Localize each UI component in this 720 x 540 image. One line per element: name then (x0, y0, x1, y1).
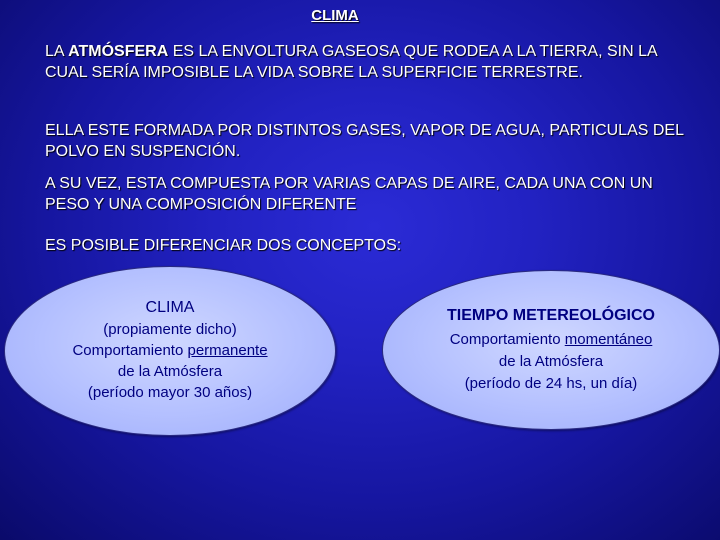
concept-tiempo-period: (período de 24 hs, un día) (464, 375, 638, 392)
concept-clima-desc-prefix: Comportamiento (72, 342, 188, 359)
concept-clima-subtitle: (propiamente dicho) (103, 321, 237, 338)
concept-tiempo-desc-underlined: momentáneo (564, 331, 653, 348)
concept-clima-period: (período mayor 30 años) (87, 384, 253, 401)
paragraph-layers: A SU VEZ, ESTA COMPUESTA POR VARIAS CAPAS DE AIRE, CADA UNA CON UN PESO Y UNA COMPOSICIÓN DIFERENTE (45, 175, 653, 213)
paragraph-1-prefix: LA (45, 43, 69, 60)
paragraph-composition: ELLA ESTE FORMADA POR DISTINTOS GASES, VAPOR DE AGUA, PARTICULAS DEL POLVO EN SUSPENCIÓN. (45, 122, 684, 160)
paragraph-atmosphere-definition (45, 41, 685, 83)
concept-clima-description (5, 340, 335, 361)
concept-clima-line2: de la Atmósfera (117, 363, 223, 380)
concept-clima-desc-underlined: permanente (187, 342, 268, 359)
concept-ellipse-tiempo (382, 270, 720, 430)
concept-tiempo-title: TIEMPO METEREOLÓGICO (446, 307, 655, 324)
concept-tiempo-description (383, 329, 719, 351)
concept-tiempo-desc-prefix: Comportamiento (449, 331, 565, 348)
paragraph-1-suffix: ES LA ENVOLTURA GASEOSA QUE RODEA A LA TIERRA, SIN LA CUAL SERÍA IMPOSIBLE LA VIDA SOBRE LA SUPERFICIE TERRESTRE. (45, 43, 657, 81)
paragraph-1-bold: ATMÓSFERA (68, 43, 169, 60)
paragraph-two-concepts: ES POSIBLE DIFERENCIAR DOS CONCEPTOS: (45, 237, 402, 254)
concept-ellipse-clima (4, 266, 336, 436)
concept-clima-title: CLIMA (145, 299, 195, 316)
concept-tiempo-line2: de la Atmósfera (498, 353, 604, 370)
slide-title: CLIMA (311, 7, 359, 24)
